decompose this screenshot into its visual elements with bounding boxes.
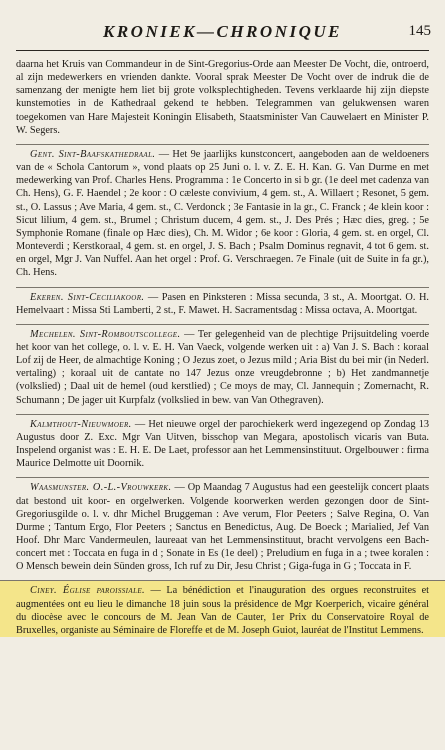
section-heading: Waasmunster. O.-L.-Vrouwkerk. bbox=[30, 482, 172, 494]
page-number: 145 bbox=[408, 23, 431, 39]
section-text: — Het 9e jaarlijks kunstconcert, aangeboden aan de weldoeners van de « Schola Cantorum », vond plaats op 25 Juni o. l. v. Z. E. H. Kan. G. Van Durme en met medewerking van Prof. Charles Hens. Programma : 1e Concerto in si b gr. (1e deel met cadenza van Ch. Hens), G. F. Haendel ; 2e koor : O cæleste convivium, 4 gem. st., A. Willaert ; Resonet, 5 gem. st., O. Lassus ; Ave Maria, 4 gem. st., C. Verdonck ; 3e Fantasie in la gr., C. Franck ; 4e klein koor : Sicut lilium, 4 gem. st., Brumel ; Christum ducem, 4 gem. st., J. Des Prés ; Hæc dies, greg. ; 5e Symphonie Romane (finale op Hæc dies), Ch. M. Widor ; 6e koor : Gloria, 4 gem. st. en orgel, Cl. Monteverdi ; Kerstkoraal, 4 gem. st. en orgel, J. S. Bach ; Psalm Dominus regnavit, 4 tot 6 gem. st. en orgel, Mgr J. Van Nuffel. Aan het orgel : Prof. G. Verschraegen. 7e Finale (uit de Suite in fa gr.), Ch. Hens. bbox=[16, 148, 429, 279]
section-kalmthout bbox=[16, 414, 429, 471]
header-rule bbox=[16, 50, 429, 51]
section-paragraph bbox=[16, 291, 429, 317]
intro-paragraph: daarna het Kruis van Commandeur in de Sint-Gregorius-Orde aan Meester De Vocht, die, ontroerd, al zijn medewerkers en vrienden dankte. Vooral sprak Meester De Vocht over de indruk die de samenzang der menigte hem liet bij grote volksplechtigheden. Tevens verklaarde hij zijn diepste kunstemoties in de Kathedraal gekend te hebben. Telegrammen van gelukwensen waren toegekomen van Hare Majesteit Koningin Elisabeth, Staatsminister Van Cauwelaert en Minister P. W. Segers. bbox=[16, 59, 429, 136]
section-text: — Ter gelegenheid van de plechtige Prijsuitdeling voerde het koor van het college, o. l. v. E. H. Van Vaeck, volgende werken uit : a) Van J. S. Bach : koraal Lof zij de Heer, de almachtige Koning ; O Jezus zoet, o Jezus mild ; Aria Bist du bei mir (in Nederl. vertaling) ; koraal uit de cantate no 147 Jezus onze vreugdebronne ; b) Het zandmannetje (volkslied) ; Daal uit de hemel (oud kerstlied) ; Ce moys de may, Cl. Jannequin ; Zomernacht, R. Schumann ; De jager uit Kurpfalz (volkslied in bew. van Van Othegraven). bbox=[16, 328, 430, 406]
section-waasmunster bbox=[16, 477, 429, 573]
section-heading: Ciney. Église paroissiale. bbox=[30, 585, 146, 597]
section-heading: Ekeren. Sint-Ceciliakoor. bbox=[30, 291, 145, 303]
section-paragraph bbox=[16, 418, 429, 471]
running-title: KRONIEK—CHRONIQUE bbox=[103, 22, 342, 41]
section-text: — Op Maandag 7 Augustus had een geestelijk concert plaats dat bestond uit koor- en orgelwerken. Volgende koorwerken werden gezongen door de Sint-Gregoriusgilde o. l. v. dhr Michel Bruggeman : Ave verum, Flor Peeters ; Salve Regina, O. Van Durme ; Tantum Ergo, Flor Peeters ; Sanctus en Benedictus, Aug. De Boeck ; Marialied, Jef Van Hoof. Dhr Marc Vandermeulen, laureaat van het Lemmensinstituut, bracht vervolgens een Bach-concert met : Toccata en fuga in d ; Sonate in Es (1e deel) ; Preludium en fuga in a ; twee koralen : O Mensch bewein dein Sünden gross, Ich ruf zu Dir, Jesu Christ ; Giga-fuga in G ; Toccata in F. bbox=[16, 482, 429, 573]
section-text: — Pasen en Pinksteren : Missa secunda, 3 st., A. Moortgat. O. H. Hemelvaart : Missa Sti Lamberti, 2 st., F. Mawet. H. Sacramentsdag : Missa octava, A. Moortgat. bbox=[16, 291, 429, 316]
section-gent bbox=[16, 144, 429, 280]
section-paragraph bbox=[16, 584, 429, 637]
section-ekeren bbox=[16, 287, 429, 317]
section-text: — La bénédiction et l'inauguration des orgues reconstruites et augmentées ont eu lieu le dimanche 18 juin sous la présidence de Mgr Koerperich, vicaire général du diocèse avec le concours de M. Jean Van de Cauter, 1er Prix du Conservatoire Royal de Bruxelles, organiste au Séminaire de Floreffe et de M. Joseph Guiot, lauréat de l'Institut Lemmens. bbox=[16, 585, 429, 636]
section-paragraph bbox=[16, 481, 429, 573]
section-heading: Kalmthout-Nieuwmoer. bbox=[30, 418, 132, 430]
section-mechelen bbox=[16, 324, 429, 407]
section-text: — Het nieuwe orgel der parochiekerk werd ingezegend op Zondag 13 Augustus door Z. Exc. Mgr Van Uitven, bisschop van Megara, apostolisch vicaris van Buta. Inspelend organist was : E. H. E. De Laet, professor aan het Lemmensinstituut. Orgelbouwer : firma Maurice Delmotte uit Doornik. bbox=[16, 418, 429, 470]
article-body bbox=[16, 58, 429, 637]
section-heading: Gent. Sint-Baafskathedraal. bbox=[30, 148, 156, 160]
section-paragraph bbox=[16, 148, 429, 280]
section-paragraph bbox=[16, 328, 429, 407]
section-heading: Mechelen. Sint-Romboutscollege. bbox=[30, 328, 181, 340]
section-ciney bbox=[0, 580, 445, 637]
page-header bbox=[0, 22, 445, 48]
